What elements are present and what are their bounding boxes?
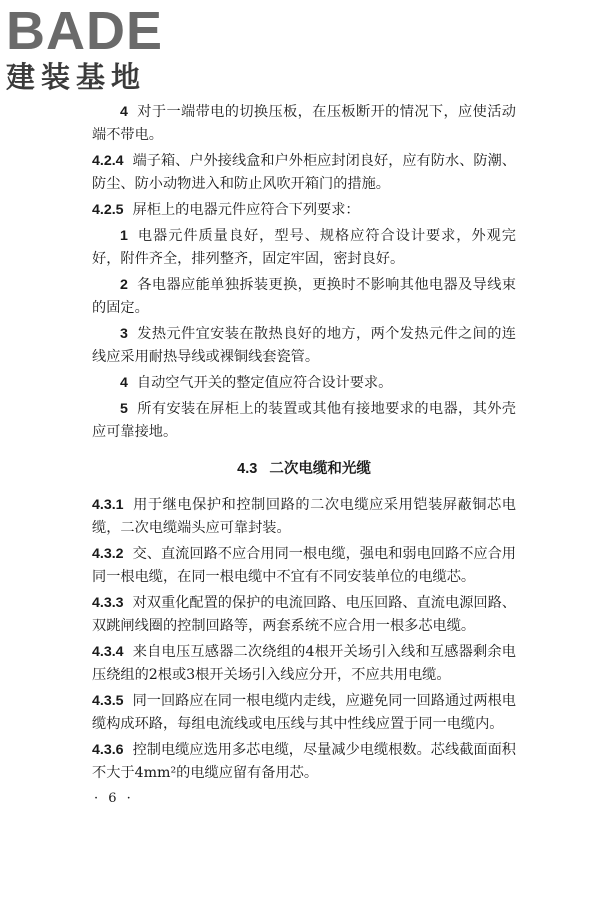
document-body	[92, 101, 516, 809]
clause-4-2-5: 4.2.5 屏柜上的电器元件应符合下列要求：	[92, 202, 360, 218]
clause-item-3: 3 发热元件宜安装在散热良好的地方，两个发热元件之间的连线应采用耐热导线或裸铜线套瓷管。	[92, 326, 516, 365]
section-number: 4.3	[237, 461, 258, 477]
clause-4-2-4: 4.2.4 端子箱、户外接线盒和户外柜应封闭良好，应有防水、防潮、防尘、防小动物进入和防止风吹开箱门的措施。	[92, 153, 516, 192]
logo-wordmark: BADE	[6, 1, 164, 61]
section-title: 二次电缆和光缆	[269, 461, 371, 477]
clause-4-3-6: 4.3.6 控制电缆应选用多芯电缆，尽量减少电缆根数。芯线截面面积不大于4mm²的电缆应留有备用芯。	[92, 742, 516, 781]
top-clauses	[92, 101, 516, 444]
clause-item-4: 4 自动空气开关的整定值应符合设计要求。	[120, 375, 393, 391]
clause-4-3-1: 4.3.1 用于继电保护和控制回路的二次电缆应采用铠装屏蔽铜芯电缆，二次电缆端头应可靠封装。	[92, 497, 516, 536]
clause-item-4-live-switch: 4 对于一端带电的切换压板，在压板断开的情况下，应使活动端不带电。	[92, 104, 516, 143]
clause-item-2: 2 各电器应能单独拆装更换，更换时不影响其他电器及导线束的固定。	[92, 277, 516, 316]
clause-4-3-3: 4.3.3 对双重化配置的保护的电流回路、电压回路、直流电源回路、双跳闸线圈的控制回路等，两套系统不应合用一根多芯电缆。	[92, 595, 516, 634]
clause-item-1: 1 电器元件质量良好，型号、规格应符合设计要求，外观完好，附件齐全，排列整齐，固定牢固，密封良好。	[92, 228, 516, 267]
clause-4-3-2: 4.3.2 交、直流回路不应合用同一根电缆，强电和弱电回路不应合用同一根电缆，在同一根电缆中不宜有不同安装单位的电缆芯。	[92, 546, 516, 585]
clause-4-3-4: 4.3.4 来自电压互感器二次绕组的4根开关场引入线和互感器剩余电压绕组的2根或3根开关场引入线应分开，不应共用电缆。	[92, 644, 516, 683]
section-heading	[92, 457, 516, 481]
page-number: · 6 ·	[94, 791, 134, 806]
clause-item-5: 5 所有安装在屏柜上的装置或其他有接地要求的电器，其外壳应可靠接地。	[92, 401, 516, 440]
clause-4-3-5: 4.3.5 同一回路应在同一根电缆内走线，应避免同一回路通过两根电缆构成环路，每组电流线或电压线与其中性线应置于同一电缆内。	[92, 693, 516, 732]
bottom-clauses	[92, 494, 516, 785]
logo-subtitle: 建装基地	[6, 60, 147, 94]
brand-logo	[6, 1, 186, 94]
